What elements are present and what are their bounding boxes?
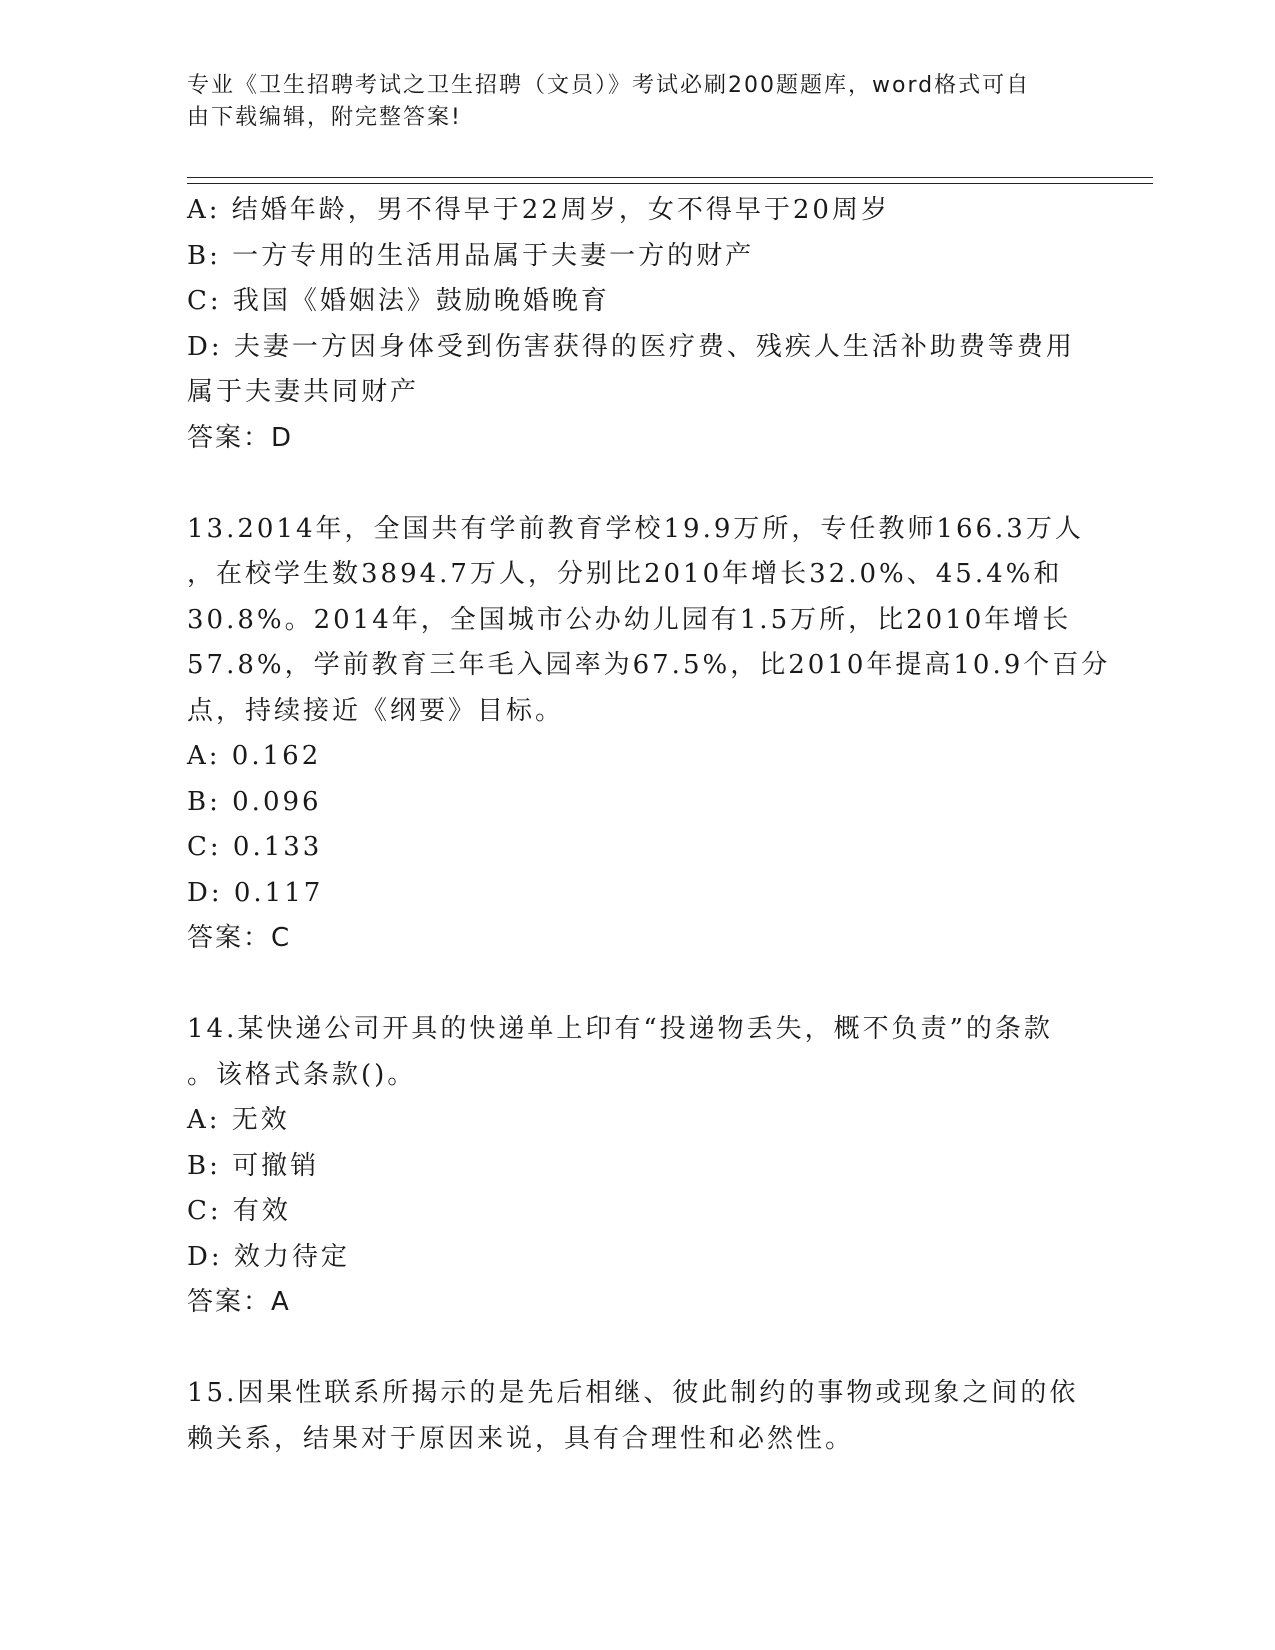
option-c: C: 0.133 [187,832,323,862]
document-content [187,188,1111,1462]
header-divider-bottom [187,183,1153,184]
question-stem-line: 14.某快递公司开具的快递单上印有“投递物丢失，概不负责”的条款 [187,1014,1053,1044]
question-stem-line: ，在校学生数3894.7万人，分别比2010年增长32.0%、45.4%和 [187,559,1063,589]
option-b: B: 一方专用的生活用品属于夫妻一方的财产 [187,240,755,271]
question-stem-line: 57.8%，学前教育三年毛入园率为67.5%，比2010年提高10.9个百分 [187,650,1111,680]
option-a: A: 无效 [187,1105,290,1135]
option-d-continued: 属于夫妻共同财产 [187,377,420,407]
spacer [187,1326,1087,1372]
option-a: A: 结婚年龄，男不得早于22周岁，女不得早于20周岁 [187,195,890,225]
question-14 [187,1007,1087,1326]
question-stem-line: 赖关系，结果对于原因来说，具有合理性和必然性。 [187,1423,855,1454]
question-stem-line: 30.8%。2014年，全国城市公办幼儿园有1.5万所，比2010年增长 [187,604,1072,635]
option-d: D: 效力待定 [187,1241,350,1272]
spacer [187,962,1087,1008]
spacer [187,461,1087,507]
question-stem-line: 13.2014年，全国共有学前教育学校19.9万所，专任教师166.3万人 [187,513,1084,544]
header-line-2: 由下载编辑，附完整答案! [187,105,462,130]
option-b: B: 0.096 [187,786,322,817]
question-13 [187,507,1111,962]
header-divider-top [187,177,1153,178]
answer: 答案：C [187,923,292,953]
option-c: C: 我国《婚姻法》鼓励晚婚晚育 [187,286,610,316]
question-stem-line: 。该格式条款()。 [187,1059,417,1090]
document-header [187,70,1067,134]
answer: 答案：A [187,1287,291,1317]
option-b: B: 可撤销 [187,1150,320,1181]
option-d: D: 夫妻一方因身体受到伤害获得的医疗费、残疾人生活补助费等费用 [187,331,1075,362]
header-line-1: 专业《卫生招聘考试之卫生招聘（文员）》考试必刷200题题库，word格式可自 [187,73,1031,98]
question-12 [187,188,1087,461]
option-a: A: 0.162 [187,741,322,771]
option-c: C: 有效 [187,1196,291,1226]
option-d: D: 0.117 [187,877,324,908]
question-stem-line: 点，持续接近《纲要》目标。 [187,695,565,726]
question-stem-line: 15.因果性联系所揭示的是先后相继、彼此制约的事物或现象之间的依 [187,1378,1079,1408]
answer: 答案：D [187,422,294,453]
question-15 [187,1371,1087,1462]
